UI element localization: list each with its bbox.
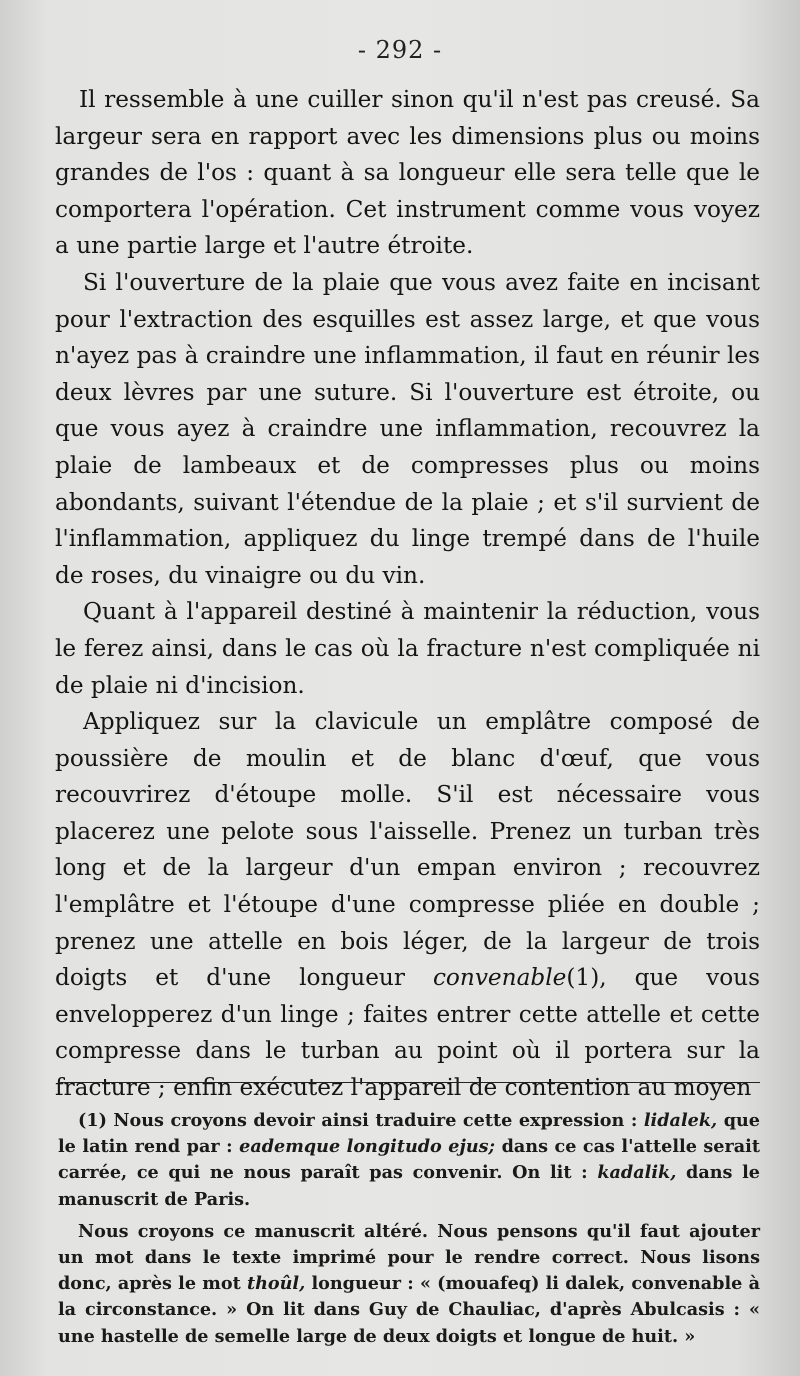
footnote-italic: kadalik, [597,1162,677,1184]
paragraph-text: Si l'ouverture de la plaie que vous avez faite en incisant pour l'extraction des esquilles est assez large, et que vous n'ayez pas à craindre une inflammation, il faut en réunir les deux lèvres par une suture. Si l'ouverture est étroite, ou que vous ayez à craindre une inflammation, recouvrez la plaie de lambeaux et de compresses plus ou moins abondants, suivant l'étendue de la plaie ; et s'il survient de l'inflammation, appliquez du linge trempé dans de l'huile de roses, du vinaigre ou du vin. [55,268,760,589]
paragraph-text: Appliquez sur la clavicule un emplâtre composé de poussière de moulin et de blanc d'œuf, que vous recouvrirez d'étoupe molle. S'il est nécessaire vous placerez une pelote sous l'aisselle. Prenez un turban très long et de la largeur d'un empan environ ; recouvrez l'emplâtre et l'étoupe d'une compresse pliée en double ; prenez une attelle en bois léger, de la largeur de trois doigts et d'une longueur [55,708,760,992]
paragraph-text: Quant à l'appareil destiné à maintenir la réduction, vous le ferez ainsi, dans le cas où la fracture n'est compliquée ni de plaie ni d'incision. [55,598,760,699]
footnote-italic: thoûl, [246,1273,306,1295]
footnote-separator [60,1082,760,1083]
italic-word: convenable [432,964,567,992]
footnote-text: dans ce cas l'attelle serait carrée, ce qui ne nous paraît pas convenir. On lit : [58,1136,760,1184]
footnote [58,1108,760,1213]
main-text [55,82,760,1107]
paragraph [55,265,760,594]
paragraph [55,704,760,1107]
footnote-italic: lidalek, [643,1110,718,1131]
paragraph-text: Il ressemble à une cuiller sinon qu'il n'est pas creusé. Sa largeur sera en rapport avec les dimensions plus ou moins grandes de l'os : quant à sa longueur elle sera telle que le comportera l'opération. Cet instrument comme vous voyez a une partie large et l'autre étroite. [55,86,760,260]
footnote-italic: eademque longitudo ejus; [239,1136,496,1158]
page-number: - 292 - [357,36,443,64]
footnote-text: (1) Nous croyons devoir ainsi traduire cette expression : [78,1110,638,1131]
footnote-text: dans le manuscrit de Paris. [58,1162,760,1210]
paragraph-text: (1), que vous envelopperez d'un linge ; faites entrer cette attelle et cette compresse dans le turban au point où il portera sur la fracture ; enfin exécutez l'appareil de contention au moyen [55,964,760,1102]
footnote-text: longueur : « (mouafeq) li dalek, convenable à la circonstance. » On lit dans Guy de Chauliac, d'après Abulcasis : « une hastelle de semelle large de deux doigts et longue de huit. » [58,1273,760,1347]
paragraph [55,594,760,704]
footnotes [58,1108,760,1350]
footnote-text: que le latin rend par : [58,1110,760,1158]
footnote-text: Nous croyons ce manuscrit altéré. Nous pensons qu'il faut ajouter un mot dans le texte imprimé pour le rendre correct. Nous lisons donc, après le mot [58,1220,760,1295]
footnote [58,1219,760,1350]
paragraph [55,82,760,265]
